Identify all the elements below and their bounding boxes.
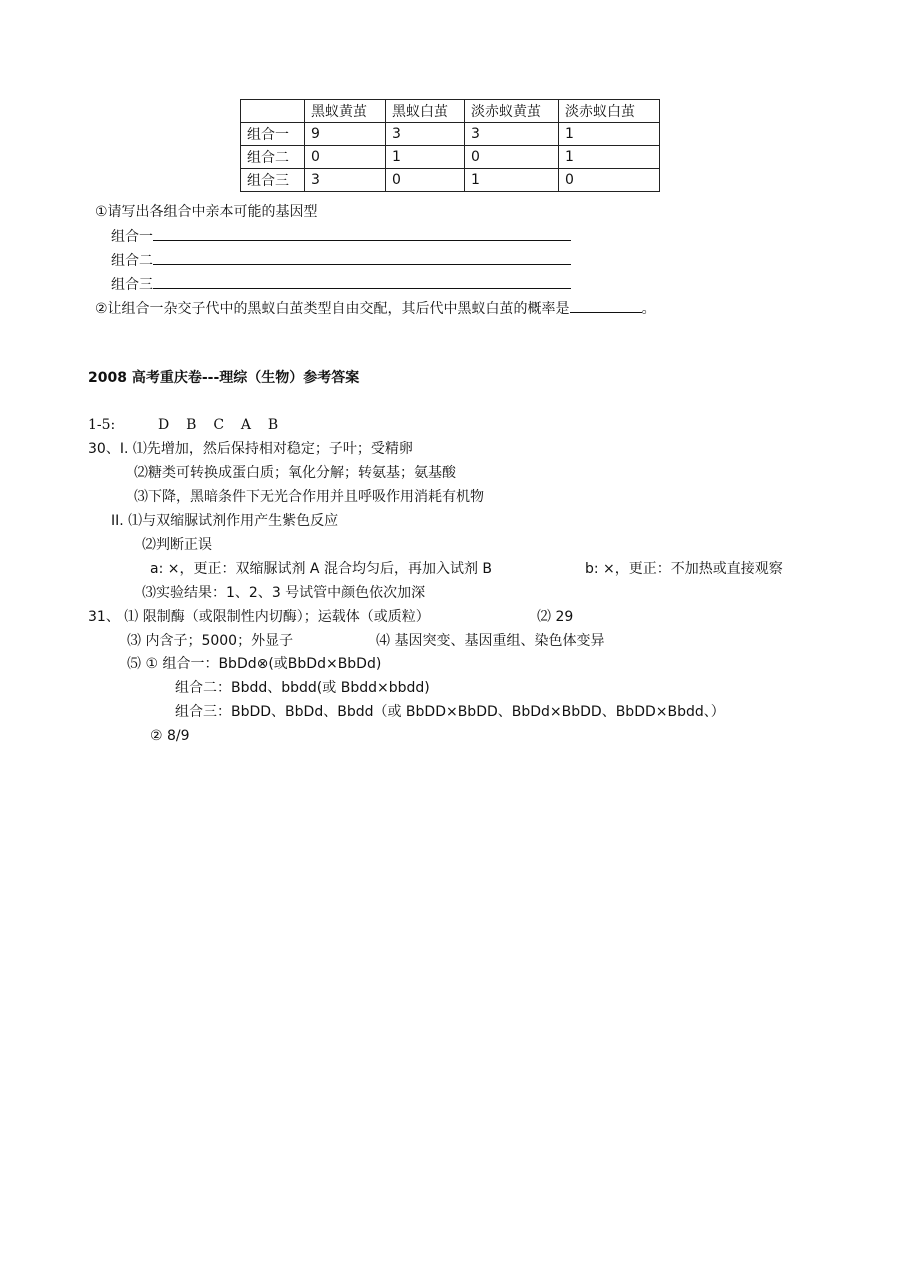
answer-31-1a: 31、 ⑴ 限制酶（或限制性内切酶）；运载体（或质粒） <box>88 609 430 625</box>
question-2-end: 。 <box>641 301 656 317</box>
question-2-line <box>95 298 656 318</box>
table-cell: 0 <box>386 169 465 192</box>
answer-30-ii-3a: a: ×，更正：双缩脲试剂 A 混合均匀后，再加入试剂 B <box>150 561 493 577</box>
combo-1-label: 组合一 <box>111 229 153 245</box>
answer-30-ii-4: ⑶实验结果：1、2、3 号试管中颜色依次加深 <box>142 585 426 601</box>
answer-30-2: ⑵糖类可转换成蛋白质；氧化分解；转氨基；氨基酸 <box>134 465 456 481</box>
answer-31-1b: ⑵ 29 <box>537 609 574 625</box>
answers-title: 2008 高考重庆卷---理综（生物）参考答案 <box>88 370 360 386</box>
answer-blank <box>153 250 571 265</box>
table-cell: 1 <box>559 146 660 169</box>
table-row <box>241 146 660 169</box>
table-cell: 0 <box>305 146 386 169</box>
combo-3-line <box>111 274 571 294</box>
answer-blank <box>153 274 571 289</box>
answer-30-ii-3b: b: ×，更正：不加热或直接观察 <box>585 561 783 577</box>
combo-2-line <box>111 250 571 270</box>
table-header-cell: 黑蚁黄茧 <box>305 100 386 123</box>
data-table <box>240 99 660 192</box>
table-header-cell <box>241 100 305 123</box>
combo-2-label: 组合二 <box>111 253 153 269</box>
question-1-text: ①请写出各组合中亲本可能的基因型 <box>95 204 318 220</box>
answer-blank <box>570 298 642 313</box>
combo-3-label: 组合三 <box>111 277 153 293</box>
table-header-cell: 黑蚁白茧 <box>386 100 465 123</box>
table-cell: 9 <box>305 123 386 146</box>
combo-1-line <box>111 226 571 246</box>
table-header-cell: 淡赤蚁白茧 <box>559 100 660 123</box>
table-cell: 1 <box>386 146 465 169</box>
table-row <box>241 123 660 146</box>
table-header-row <box>241 100 660 123</box>
table-cell: 组合一 <box>241 123 305 146</box>
mc-label: 1-5: <box>88 417 116 433</box>
answer-31-4: 组合二：Bbdd、bbdd(或 Bbdd×bbdd) <box>175 680 430 696</box>
answer-30-3: ⑶下降，黑暗条件下无光合作用并且呼吸作用消耗有机物 <box>134 489 484 505</box>
table-row <box>241 169 660 192</box>
answer-30-ii-1: II. ⑴与双缩脲试剂作用产生紫色反应 <box>111 513 339 529</box>
answer-30-1: 30、I. ⑴先增加，然后保持相对稳定；子叶；受精卵 <box>88 441 413 457</box>
question-2-text: ②让组合一杂交子代中的黑蚁白茧类型自由交配，其后代中黑蚁白茧的概率是 <box>95 301 570 317</box>
mc-answers: D B C A B <box>158 417 279 433</box>
table-cell: 1 <box>465 169 559 192</box>
answer-31-6: ② 8/9 <box>150 728 190 744</box>
answer-31-5: 组合三：BbDD、BbDd、Bbdd（或 BbDD×BbDD、BbDd×BbDD、BbDD×Bbdd、） <box>175 704 725 720</box>
table-cell: 3 <box>305 169 386 192</box>
table-cell: 组合三 <box>241 169 305 192</box>
answer-blank <box>153 226 571 241</box>
answer-31-2b: ⑷ 基因突变、基因重组、染色体变异 <box>376 633 605 649</box>
table-cell: 0 <box>465 146 559 169</box>
answer-31-2a: ⑶ 内含子；5000；外显子 <box>127 633 294 649</box>
table-cell: 1 <box>559 123 660 146</box>
answer-31-3: ⑸ ① 组合一：BbDd⊗(或BbDd×BbDd) <box>127 656 382 672</box>
table-cell: 0 <box>559 169 660 192</box>
table-cell: 3 <box>465 123 559 146</box>
table-cell: 3 <box>386 123 465 146</box>
answer-30-ii-2: ⑵判断正误 <box>142 537 212 553</box>
table-header-cell: 淡赤蚁黄茧 <box>465 100 559 123</box>
table-cell: 组合二 <box>241 146 305 169</box>
